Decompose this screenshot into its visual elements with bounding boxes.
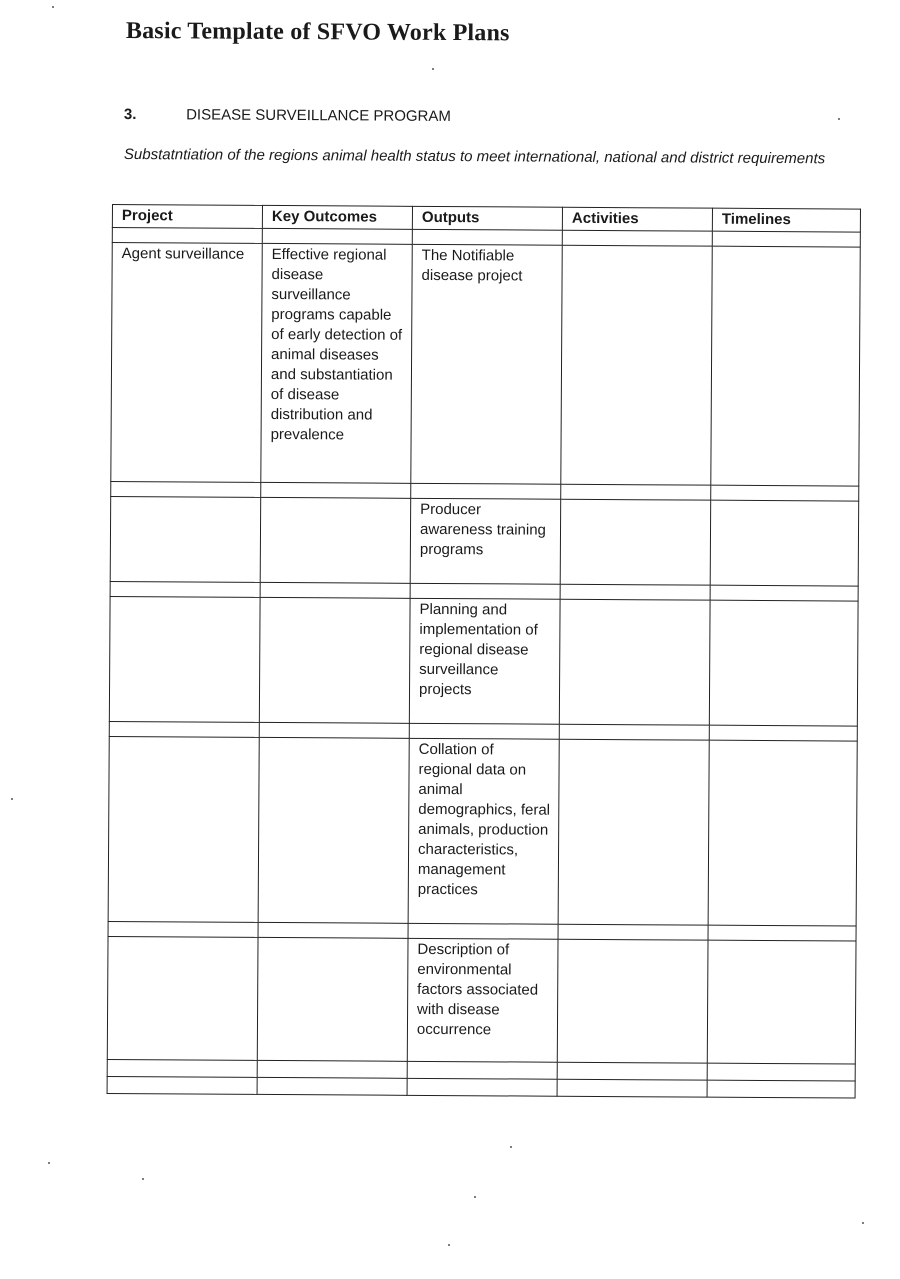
scan-speck bbox=[474, 1196, 476, 1198]
work-plan-table-wrapper bbox=[107, 204, 861, 1099]
project-cell bbox=[109, 596, 260, 722]
header-key-outcomes: Key Outcomes bbox=[262, 205, 412, 229]
scan-speck bbox=[52, 6, 54, 8]
output-cell: Producer awareness training programs bbox=[410, 498, 561, 584]
scan-speck bbox=[838, 118, 840, 120]
timelines-cell bbox=[710, 500, 859, 586]
project-cell bbox=[108, 736, 259, 922]
section-subtitle: Substatntiation of the regions animal health status to meet international, national and district requirements bbox=[123, 146, 826, 168]
section-number: 3. bbox=[123, 106, 137, 124]
timelines-cell bbox=[709, 600, 858, 726]
header-outputs: Outputs bbox=[412, 206, 562, 230]
key-outcome-cell bbox=[259, 597, 410, 723]
scan-speck bbox=[142, 1178, 144, 1180]
table-row bbox=[109, 596, 858, 726]
section-title: DISEASE SURVEILLANCE PROGRAM bbox=[186, 106, 451, 125]
activities-cell bbox=[558, 739, 709, 925]
project-cell bbox=[107, 936, 258, 1060]
spacer-row bbox=[107, 1076, 855, 1098]
table-row bbox=[110, 496, 859, 586]
activities-cell bbox=[561, 245, 712, 485]
header-project: Project bbox=[112, 205, 262, 229]
table-row bbox=[111, 243, 860, 487]
table-row bbox=[107, 936, 856, 1064]
table-row bbox=[108, 736, 857, 926]
timelines-cell bbox=[708, 740, 857, 926]
output-cell: Planning and implementation of regional disease surveillance projects bbox=[409, 598, 560, 724]
activities-cell bbox=[559, 599, 710, 725]
scan-speck bbox=[48, 1162, 50, 1164]
scan-speck bbox=[432, 68, 434, 70]
scan-speck bbox=[448, 1244, 450, 1246]
activities-cell bbox=[557, 939, 708, 1063]
key-outcome-cell bbox=[257, 937, 408, 1061]
output-cell: Collation of regional data on animal demographics, feral animals, production characteristics, management practices bbox=[408, 738, 559, 924]
key-outcome-cell bbox=[260, 497, 411, 583]
project-cell: Agent surveillance bbox=[111, 243, 262, 483]
scan-speck bbox=[510, 1146, 512, 1148]
work-plan-table bbox=[107, 204, 861, 1099]
output-cell: Description of environmental factors associated with disease occurrence bbox=[407, 938, 558, 1062]
activities-cell bbox=[560, 499, 711, 585]
timelines-cell bbox=[711, 246, 860, 486]
output-cell: The Notifiable disease project bbox=[411, 244, 562, 484]
timelines-cell bbox=[707, 940, 856, 1064]
section-heading bbox=[124, 106, 451, 125]
key-outcome-cell bbox=[258, 737, 409, 923]
document-title: Basic Template of SFVO Work Plans bbox=[125, 18, 510, 47]
key-outcome-cell: Effective regional disease surveillance programs capable of early detection of animal diseases and substantiation of disease distribution and prevalence bbox=[261, 243, 412, 483]
scan-speck bbox=[862, 1222, 864, 1224]
header-timelines: Timelines bbox=[712, 208, 860, 232]
project-cell bbox=[110, 496, 261, 582]
header-activities: Activities bbox=[562, 207, 712, 231]
scan-speck bbox=[11, 798, 13, 800]
